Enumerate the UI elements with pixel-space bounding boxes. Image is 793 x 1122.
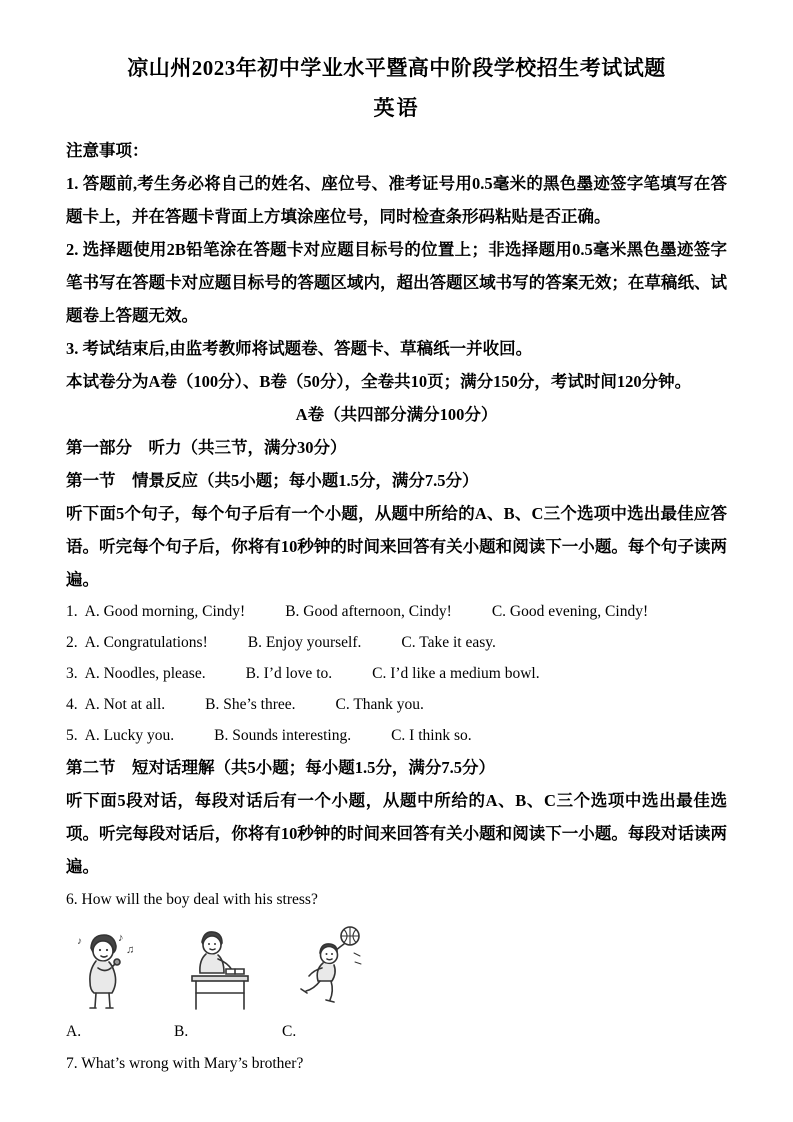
question-4-option-b: B. She’s three. bbox=[205, 696, 296, 713]
question-4-option-a: A. Not at all. bbox=[84, 696, 166, 713]
part1-section2-instructions: 听下面5段对话，每段对话后有一个小题，从题中所给的A、B、C三个选项中选出最佳选项。听完每段对话后，你将有10秒钟的时间来回答有关小题和阅读下一小题。每段对话读两遍。 bbox=[66, 791, 727, 876]
question-6-label-b: B. bbox=[174, 1023, 189, 1040]
question-2 bbox=[66, 627, 727, 658]
question-2-option-a: A. Congratulations! bbox=[84, 634, 208, 651]
part1-section1-header: 第一节 情景反应（共5小题；每小题1.5分，满分7.5分） bbox=[66, 471, 479, 490]
question-4-number: 4. bbox=[66, 696, 78, 713]
question-2-number: 2. bbox=[66, 634, 78, 651]
notice-item-2: 2. 选择题使用2B铅笔涂在答题卡对应题目标号的位置上；非选择题用0.5毫米黑色墨迹签字笔书写在答题卡对应题目标号的答题区域内，超出答题区域书写的答案无效；在草稿纸、试题卷上答题无效。 bbox=[66, 240, 727, 325]
notice-item-1: 1. 答题前,考生务必将自己的姓名、座位号、准考证号用0.5毫米的黑色墨迹签字笔填写在答题卡上，并在答题卡背面上方填涂座位号，同时检查条形码粘贴是否正确。 bbox=[66, 174, 727, 226]
question-4-option-c: C. Thank you. bbox=[335, 696, 424, 713]
part1-section2-header: 第二节 短对话理解（共5小题；每小题1.5分，满分7.5分） bbox=[66, 758, 495, 777]
question-6-label-c: C. bbox=[282, 1023, 297, 1040]
question-3-number: 3. bbox=[66, 665, 78, 682]
question-5 bbox=[66, 720, 727, 751]
question-1 bbox=[66, 596, 727, 627]
question-2-option-c: C. Take it easy. bbox=[401, 634, 496, 651]
question-3-option-c: C. I’d like a medium bowl. bbox=[372, 665, 540, 682]
question-6-option-labels bbox=[66, 1017, 727, 1047]
notice-header: 注意事项： bbox=[66, 141, 149, 160]
question-5-option-c: C. I think so. bbox=[391, 727, 472, 744]
exam-title: 凉山州2023年初中学业水平暨高中阶段学校招生考试试题 bbox=[127, 56, 666, 80]
a-volume-header: A卷（共四部分满分100分） bbox=[295, 405, 498, 424]
question-6-image-b bbox=[184, 929, 292, 1015]
svg-text:♫: ♫ bbox=[126, 944, 135, 956]
question-3-option-a: A. Noodles, please. bbox=[84, 665, 206, 682]
boy-listening-to-music-illustration bbox=[76, 929, 140, 1015]
notice-item-3: 3. 考试结束后,由监考教师将试题卷、答题卡、草稿纸一并收回。 bbox=[66, 339, 533, 358]
svg-text:♪: ♪ bbox=[77, 936, 82, 947]
question-6-label-a: A. bbox=[66, 1023, 82, 1040]
question-2-option-b: B. Enjoy yourself. bbox=[247, 634, 362, 651]
question-6-image-c bbox=[292, 923, 400, 1015]
question-7-text: 7. What’s wrong with Mary’s brother? bbox=[66, 1055, 304, 1072]
question-4 bbox=[66, 689, 727, 720]
boy-studying-at-desk-illustration bbox=[184, 929, 254, 1015]
boy-playing-basketball-illustration bbox=[292, 923, 372, 1015]
part1-header: 第一部分 听力（共三节，满分30分） bbox=[66, 438, 347, 457]
question-1-number: 1. bbox=[66, 603, 78, 620]
paper-info: 本试卷分为A卷（100分）、B卷（50分），全卷共10页；满分150分，考试时间120分钟。 bbox=[66, 372, 692, 391]
question-1-option-b: B. Good afternoon, Cindy! bbox=[285, 603, 452, 620]
part1-section1-instructions: 听下面5个句子，每个句子后有一个小题，从题中所给的A、B、C三个选项中选出最佳应答语。听完每个句子后，你将有10秒钟的时间来回答有关小题和阅读下一小题。每个句子读两遍。 bbox=[66, 504, 727, 589]
svg-text:♪: ♪ bbox=[118, 932, 124, 944]
question-3 bbox=[66, 658, 727, 689]
question-1-option-c: C. Good evening, Cindy! bbox=[491, 603, 649, 620]
question-5-number: 5. bbox=[66, 727, 78, 744]
question-3-option-b: B. I’d love to. bbox=[245, 665, 333, 682]
exam-subject: 英语 bbox=[373, 96, 420, 120]
question-1-option-a: A. Good morning, Cindy! bbox=[84, 603, 246, 620]
question-5-option-b: B. Sounds interesting. bbox=[214, 727, 352, 744]
question-6-images bbox=[76, 919, 727, 1015]
question-5-option-a: A. Lucky you. bbox=[84, 727, 175, 744]
question-6-image-a bbox=[76, 929, 184, 1015]
question-6-text: 6. How will the boy deal with his stress? bbox=[66, 891, 318, 908]
